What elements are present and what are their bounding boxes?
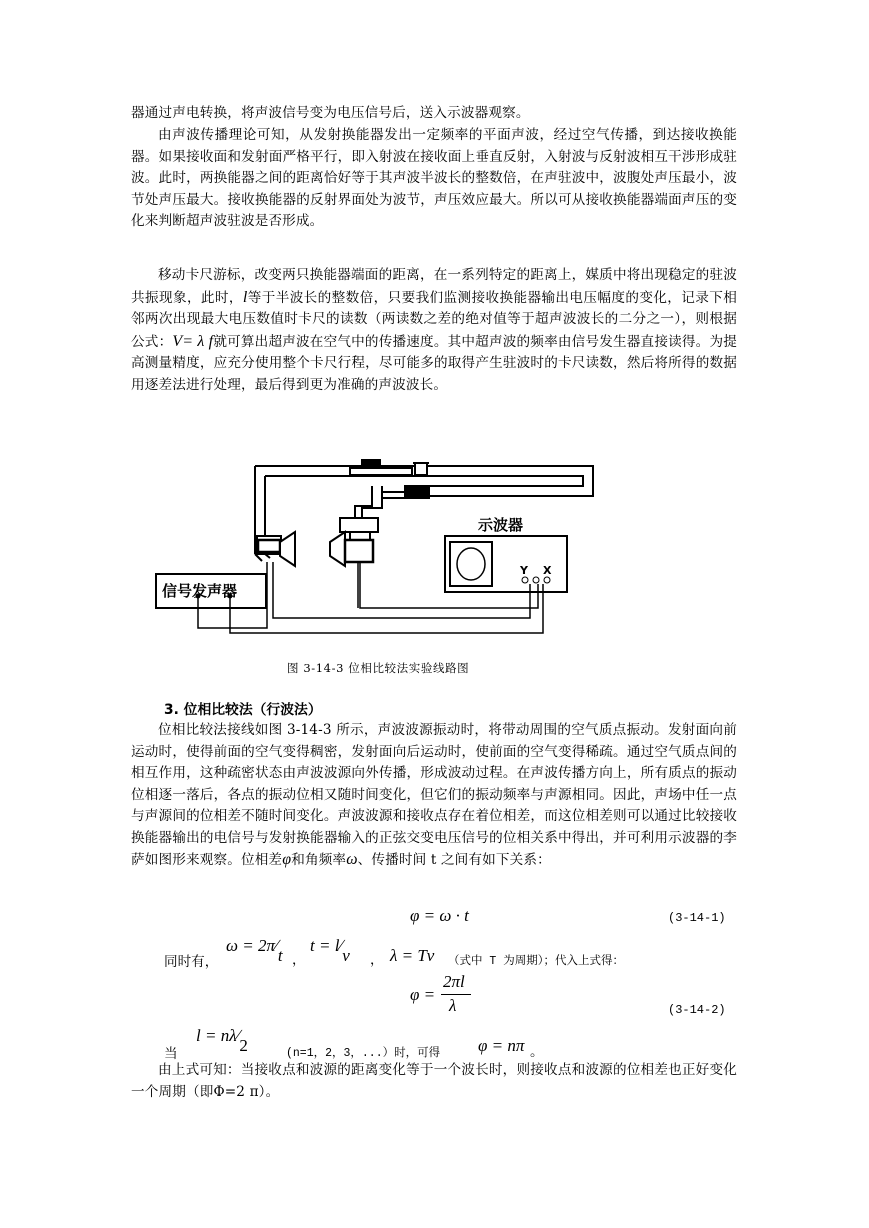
- slash: ∕: [275, 936, 278, 955]
- t-denominator: t: [277, 946, 283, 965]
- l-condition: [196, 1026, 248, 1055]
- text-span: 和角频率: [291, 852, 347, 868]
- circuit-diagram: [150, 458, 600, 653]
- lambda-definition: [390, 946, 434, 966]
- equation-1: φ = ω · t: [410, 906, 469, 925]
- equation-2-denominator: λ: [449, 996, 457, 1015]
- two-pi: 2π: [257, 936, 276, 955]
- n-values: (n=1，2，3，...）时，可得: [286, 1047, 441, 1060]
- fraction-bar: [441, 994, 471, 995]
- slash: ∕: [236, 1026, 240, 1045]
- two: 2: [239, 1036, 248, 1055]
- period-note: （式中 T 为周期）；代入上式得：: [448, 955, 624, 968]
- lambda-eq: λ = T: [390, 946, 427, 965]
- text-span: 位相比较法接线如图 3-14-3 所示，声波波源振动时，将带动周围的空气质点振动。发射面向前运动时，使得前面的空气变得稠密，发射面向后运动时，使前面的空气变得稀疏。通过空气质点间的相互作用，这种疏密状态由声波波源向外传播，形成波动过程。在声波传播方向上，所有质点的振动位相逐一落后，各点的振动位相又随时间变化，但它们的振动频率与声源相同。因此，声场中任一点与声源间的位相差不随时间变化。声波波源和接收点存在着位相差，而这位相差则可以通过比较接收换能器输出的电信号与发射换能器输入的正弦交变电压信号的位相关系中得出，并可利用示波器的李萨如图形来观察。位相差: [131, 722, 737, 868]
- label-oscilloscope: 示波器: [478, 516, 524, 534]
- comma-2: ，: [370, 952, 384, 968]
- label-x-input: X: [543, 564, 552, 577]
- paragraph-conclusion: 由上式可知：当接收点和波源的距离变化等于一个波长时，则接收点和波源的位相差也正好变化一个周期（即Φ=2 π）。: [131, 1062, 737, 1100]
- figure-caption: 图 3-14-3 位相比较法实验线路图: [287, 661, 470, 675]
- slash: ∕: [339, 936, 343, 955]
- symbol-phi: φ: [282, 851, 292, 868]
- label-y-input: Y: [520, 564, 528, 577]
- label-signal-generator: 信号发声器: [162, 582, 238, 600]
- text-span: 等于半波长的整数倍，只要我们监测接收换能器输出电压幅度的变化，记录下相邻两次出现最大电压数值时卡尺的读数（两读数之差的绝对值等于超声波波长的二分之一），则根据公式：: [131, 289, 737, 350]
- v-denominator: v: [342, 946, 350, 965]
- paragraph-continuation: 器通过声电转换，将声波信号变为电压信号后，送入示波器观察。: [131, 105, 530, 121]
- paragraph-phase-comparison: [131, 720, 737, 872]
- text-span: 移动卡尺游标，改变两只换能器端面的距离，在一系列特定的距离上，媒质中将出现稳定的驻波共振现象，此时，: [131, 267, 737, 306]
- n-lambda: nλ: [220, 1026, 237, 1045]
- text-span: 就可算出超声波在空气中的传播速度。其中超声波的频率由信号发生器直接读得。为提高测量精度，应充分使用整个卡尺行程，尽可能多的取得产生驻波时的卡尺读数，然后将所得的数据用逐差法进行处理，最后得到更为准确的声波波长。: [131, 333, 737, 393]
- equation-2-numerator: 2πl: [443, 972, 465, 991]
- paragraph-caliper-method: [131, 265, 737, 396]
- text-tongshi: 同时有，: [164, 954, 219, 970]
- formula-v-lambda-f: V= λ f: [172, 332, 214, 350]
- period-mark: 。: [530, 1044, 544, 1060]
- symbol-omega: ω: [346, 851, 358, 868]
- equation-number-2: (3-14-2): [668, 1003, 726, 1017]
- equation-number-1: (3-14-1): [668, 911, 726, 925]
- equation-2-lhs: φ =: [410, 985, 436, 1004]
- text-span: 、传播时间 t 之间有如下关系：: [357, 852, 551, 868]
- paragraph-standing-wave-theory: 由声波传播理论可知，从发射换能器发出一定频率的平面声波，经过空气传播，到达接收换能器。如果接收面和发射面严格平行，即入射波在接收面上垂直反射，入射波与反射波相互干涉形成驻波。此时，两换能器之间的距离恰好等于其声波半波长的整数倍，在声驻波中，波腹处声压最小，波节处声压最大。接收换能器的反射界面处为波节，声压效应最大。所以可从接收换能器端面声压的变化来判断超声波驻波是否形成。: [131, 127, 737, 229]
- lambda-v: v: [426, 946, 435, 965]
- l-numerator: l: [334, 936, 340, 955]
- phi-n-pi: φ = nπ: [478, 1036, 525, 1055]
- omega-lhs: ω =: [226, 936, 258, 955]
- omega-definition: [226, 936, 283, 965]
- t-definition: [310, 936, 350, 965]
- symbol-l: l: [242, 288, 248, 306]
- comma-1: ，: [292, 952, 306, 968]
- text-dang: 当: [164, 1046, 178, 1062]
- section-title: 3. 位相比较法（行波法）: [164, 702, 322, 718]
- t-lhs: t =: [310, 936, 335, 955]
- l-lhs: l =: [196, 1026, 221, 1045]
